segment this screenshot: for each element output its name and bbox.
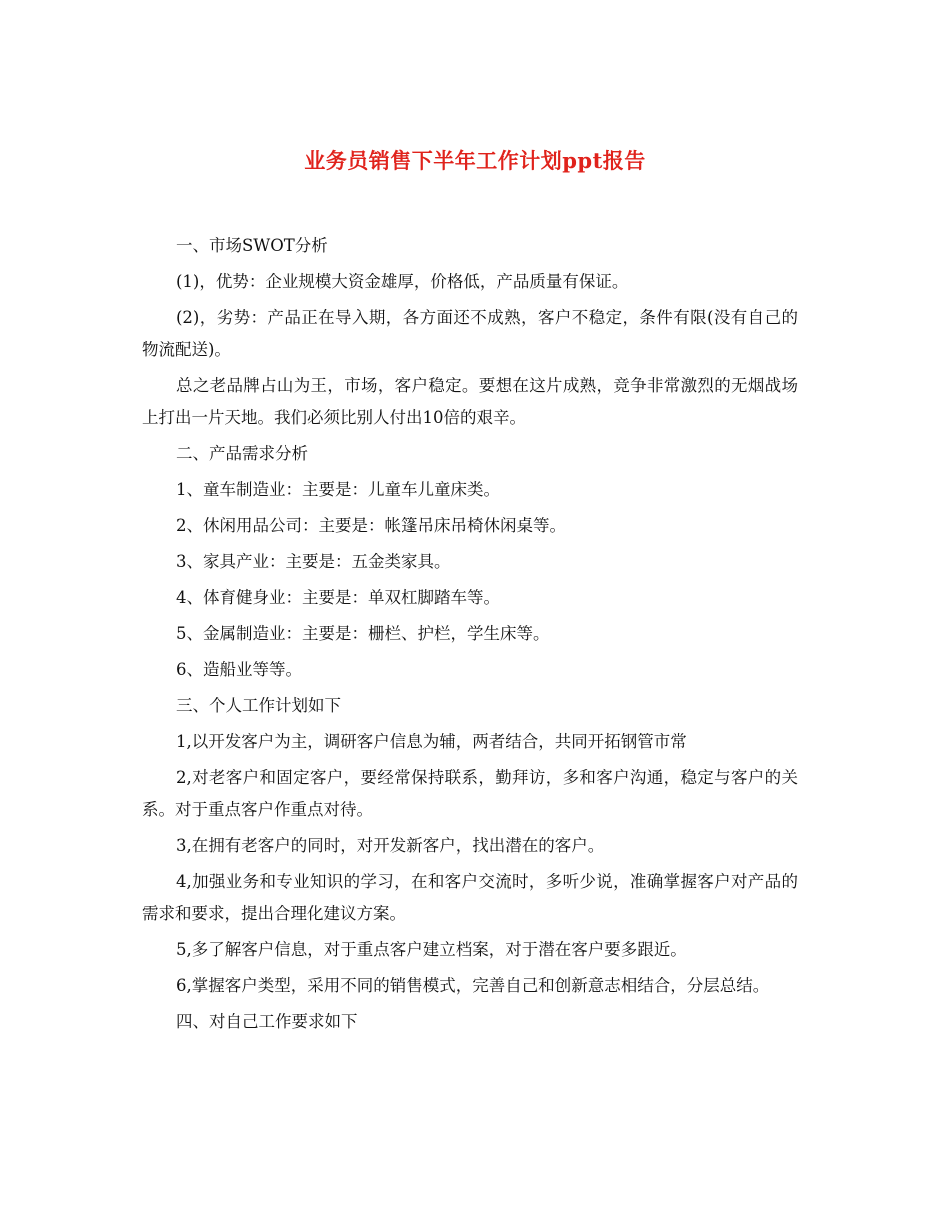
list-item-demand-5: 5、金属制造业：主要是：栅栏、护栏，学生床等。 [176,624,550,643]
list-item-demand-4: 4、体育健身业：主要是：单双杠脚踏车等。 [176,588,500,607]
list-item-demand-6: 6、造船业等等。 [176,660,302,679]
paragraph-strengths: (1)，优势：企业规模大资金雄厚，价格低，产品质量有保证。 [176,272,629,291]
list-item-plan-6: 6,掌握客户类型，采用不同的销售模式，完善自己和创新意志相结合，分层总结。 [176,976,770,995]
list-item-demand-1: 1、童车制造业：主要是：儿童车儿童床类。 [176,480,500,499]
list-item-plan-2: 2,对老客户和固定客户，要经常保持联系，勤拜访，多和客户沟通，稳定与客户的关系。对于重点客户作重点对待。 [142,768,798,819]
section-heading-market-swot: 一、市场SWOT分析 [176,236,328,255]
section-heading-work-plan: 三、个人工作计划如下 [176,696,341,715]
document-title: 业务员销售下半年工作计划ppt报告 [304,148,646,173]
list-item-demand-3: 3、家具产业：主要是：五金类家具。 [176,552,451,571]
list-item-plan-3: 3,在拥有老客户的同时，对开发新客户，找出潜在的客户。 [176,836,605,855]
document-body [142,230,798,1042]
section-heading-product-demand: 二、产品需求分析 [176,444,308,463]
list-item-demand-2: 2、休闲用品公司：主要是：帐篷吊床吊椅休闲桌等。 [176,516,566,535]
list-item-plan-4: 4,加强业务和专业知识的学习，在和客户交流时，多听少说，准确掌握客户对产品的需求和要求，提出合理化建议方案。 [142,872,798,923]
list-item-plan-1: 1,以开发客户为主，调研客户信息为辅，两者结合，共同开拓钢管市常 [176,732,687,751]
paragraph-weaknesses: (2)，劣势：产品正在导入期，各方面还不成熟，客户不稳定，条件有限(没有自己的物流配送)。 [142,308,798,359]
paragraph-summary: 总之老品牌占山为王，市场，客户稳定。要想在这片成熟，竞争非常激烈的无烟战场上打出一片天地。我们必须比别人付出10倍的艰辛。 [142,376,798,427]
list-item-plan-5: 5,多了解客户信息，对于重点客户建立档案，对于潜在客户要多跟近。 [176,940,687,959]
section-heading-self-requirements: 四、对自己工作要求如下 [176,1012,358,1031]
